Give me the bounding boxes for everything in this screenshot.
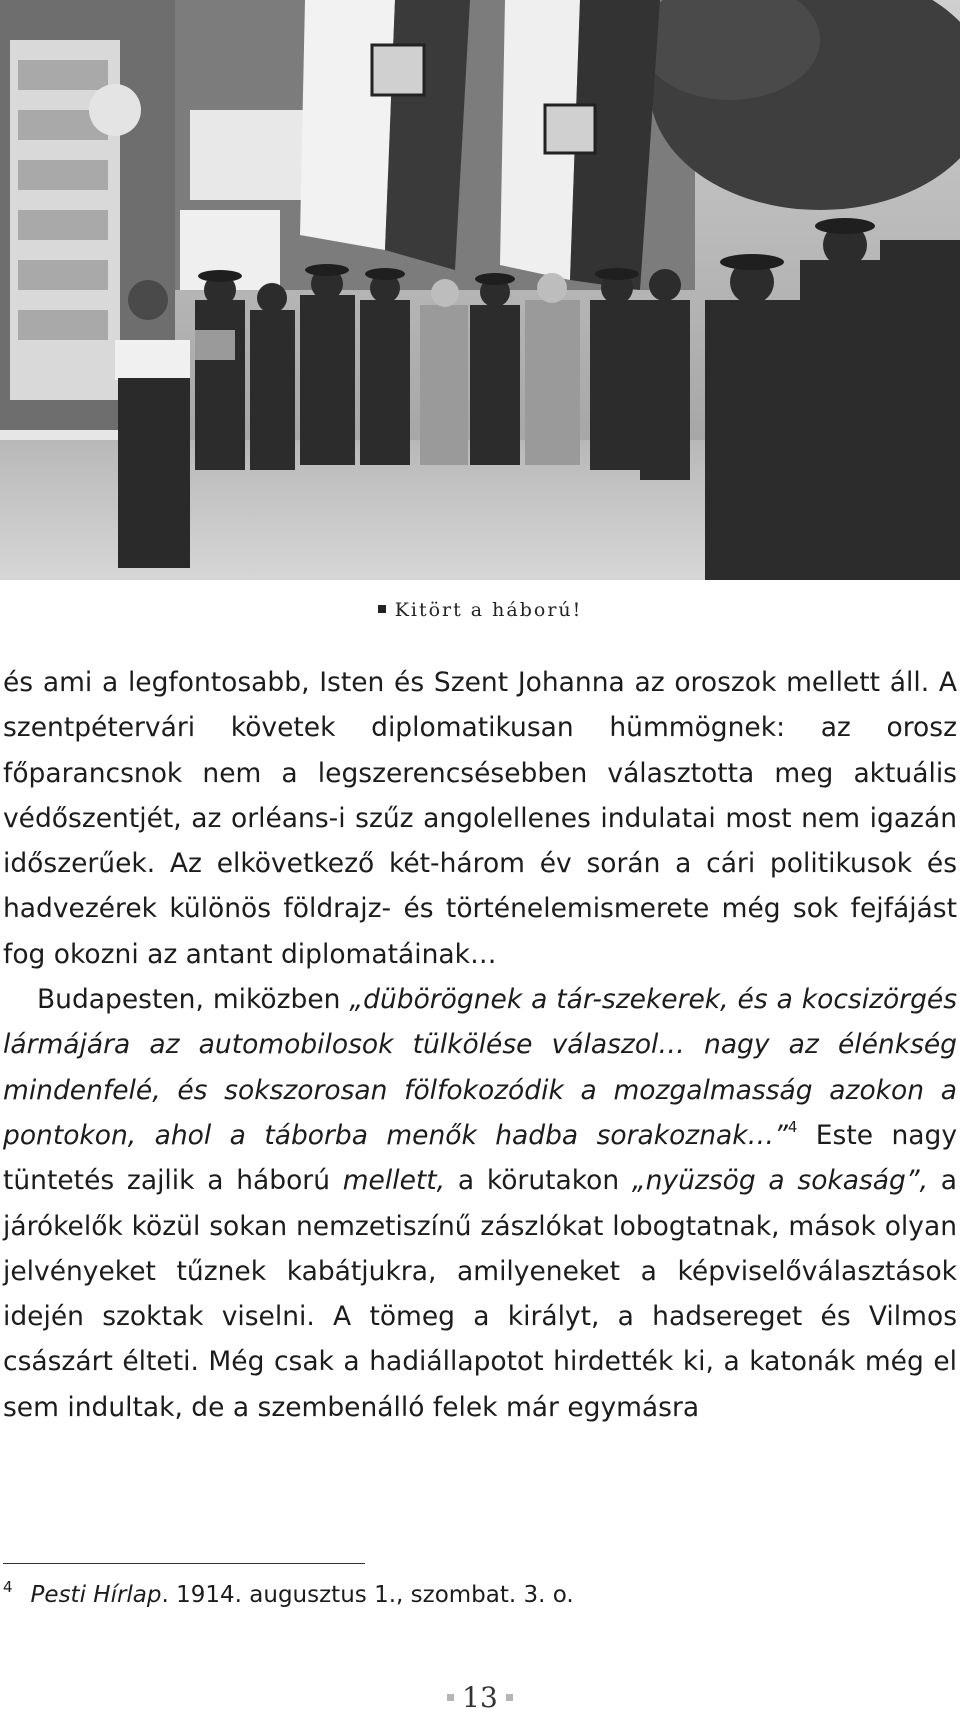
emphasis-mellett: mellett, [342, 1165, 446, 1197]
page-number-left-square-icon [447, 1694, 454, 1701]
caption-bullet-icon [378, 605, 386, 613]
footnote [3, 1578, 574, 1608]
newspaper-quote: „dübörögnek a tár-szekerek, és a kocsizörgés lármájára az automobilosok tülkölése válaszol… nagy az élénkség mindenfelé, és sokszorosan fölfokozódik a mozgalmasság azokon a pontokon, ahol a táborba menők hadba sorakoznak…” [3, 984, 958, 1151]
caption-text: Kitört a háború! [394, 599, 583, 621]
paragraph-2-mid: Este nagy tüntetés zajlik a háború [3, 1119, 957, 1197]
page-number [0, 1681, 960, 1714]
footnote-source: Pesti Hírlap [30, 1582, 162, 1608]
paragraph-1: és ami a legfontosabb, Isten és Szent Johanna az oroszok mellett áll. A szentpétervári követek diplomatikusan hümmögnek: az orosz főparancsnok nem a legszerencsésebben választotta meg aktuális védőszentjét, az orléans-i szűz angolellenes indulatai most nem igazán időszerűek. Az elkövetkező két-három év során a cári politikusok és hadvezérek különös földrajz- és történelemismerete még sok fejfájást fog okozni az antant diplomatáinak… [3, 667, 957, 970]
historical-photo [0, 0, 960, 580]
photo-caption [0, 599, 960, 621]
page-number-value: 13 [462, 1681, 498, 1714]
footnote-divider [3, 1563, 365, 1564]
paragraph-2 [3, 977, 957, 1430]
crowd-photo-illustration [0, 0, 960, 580]
page-number-right-square-icon [506, 1694, 513, 1701]
quote-sokasag: „nyüzsög a sokaság”, [631, 1165, 929, 1197]
paragraph-2-start: Budapesten, miközben [37, 984, 350, 1016]
paragraph-2-mid-2: a körutakon [445, 1165, 632, 1197]
footnote-details: . 1914. augusztus 1., szombat. 3. o. [161, 1582, 574, 1608]
footnote-mark: 4 [3, 1578, 13, 1596]
paragraph-2-end: a járókelők közül sokan nemzetiszínű zászlókat lobogtatnak, mások olyan jelvényeket tűznek kabátjukra, amilyeneket a képviselőválasztások idején szoktak viselni. A tömeg a királyt, a hadsereget és Vilmos császárt élteti. Még csak a hadiállapotot hirdették ki, a katonák még el sem indultak, de a szembenálló felek már egymásra [3, 1165, 957, 1423]
body-text [3, 660, 957, 1430]
footnote-ref: 4 [787, 1117, 798, 1136]
